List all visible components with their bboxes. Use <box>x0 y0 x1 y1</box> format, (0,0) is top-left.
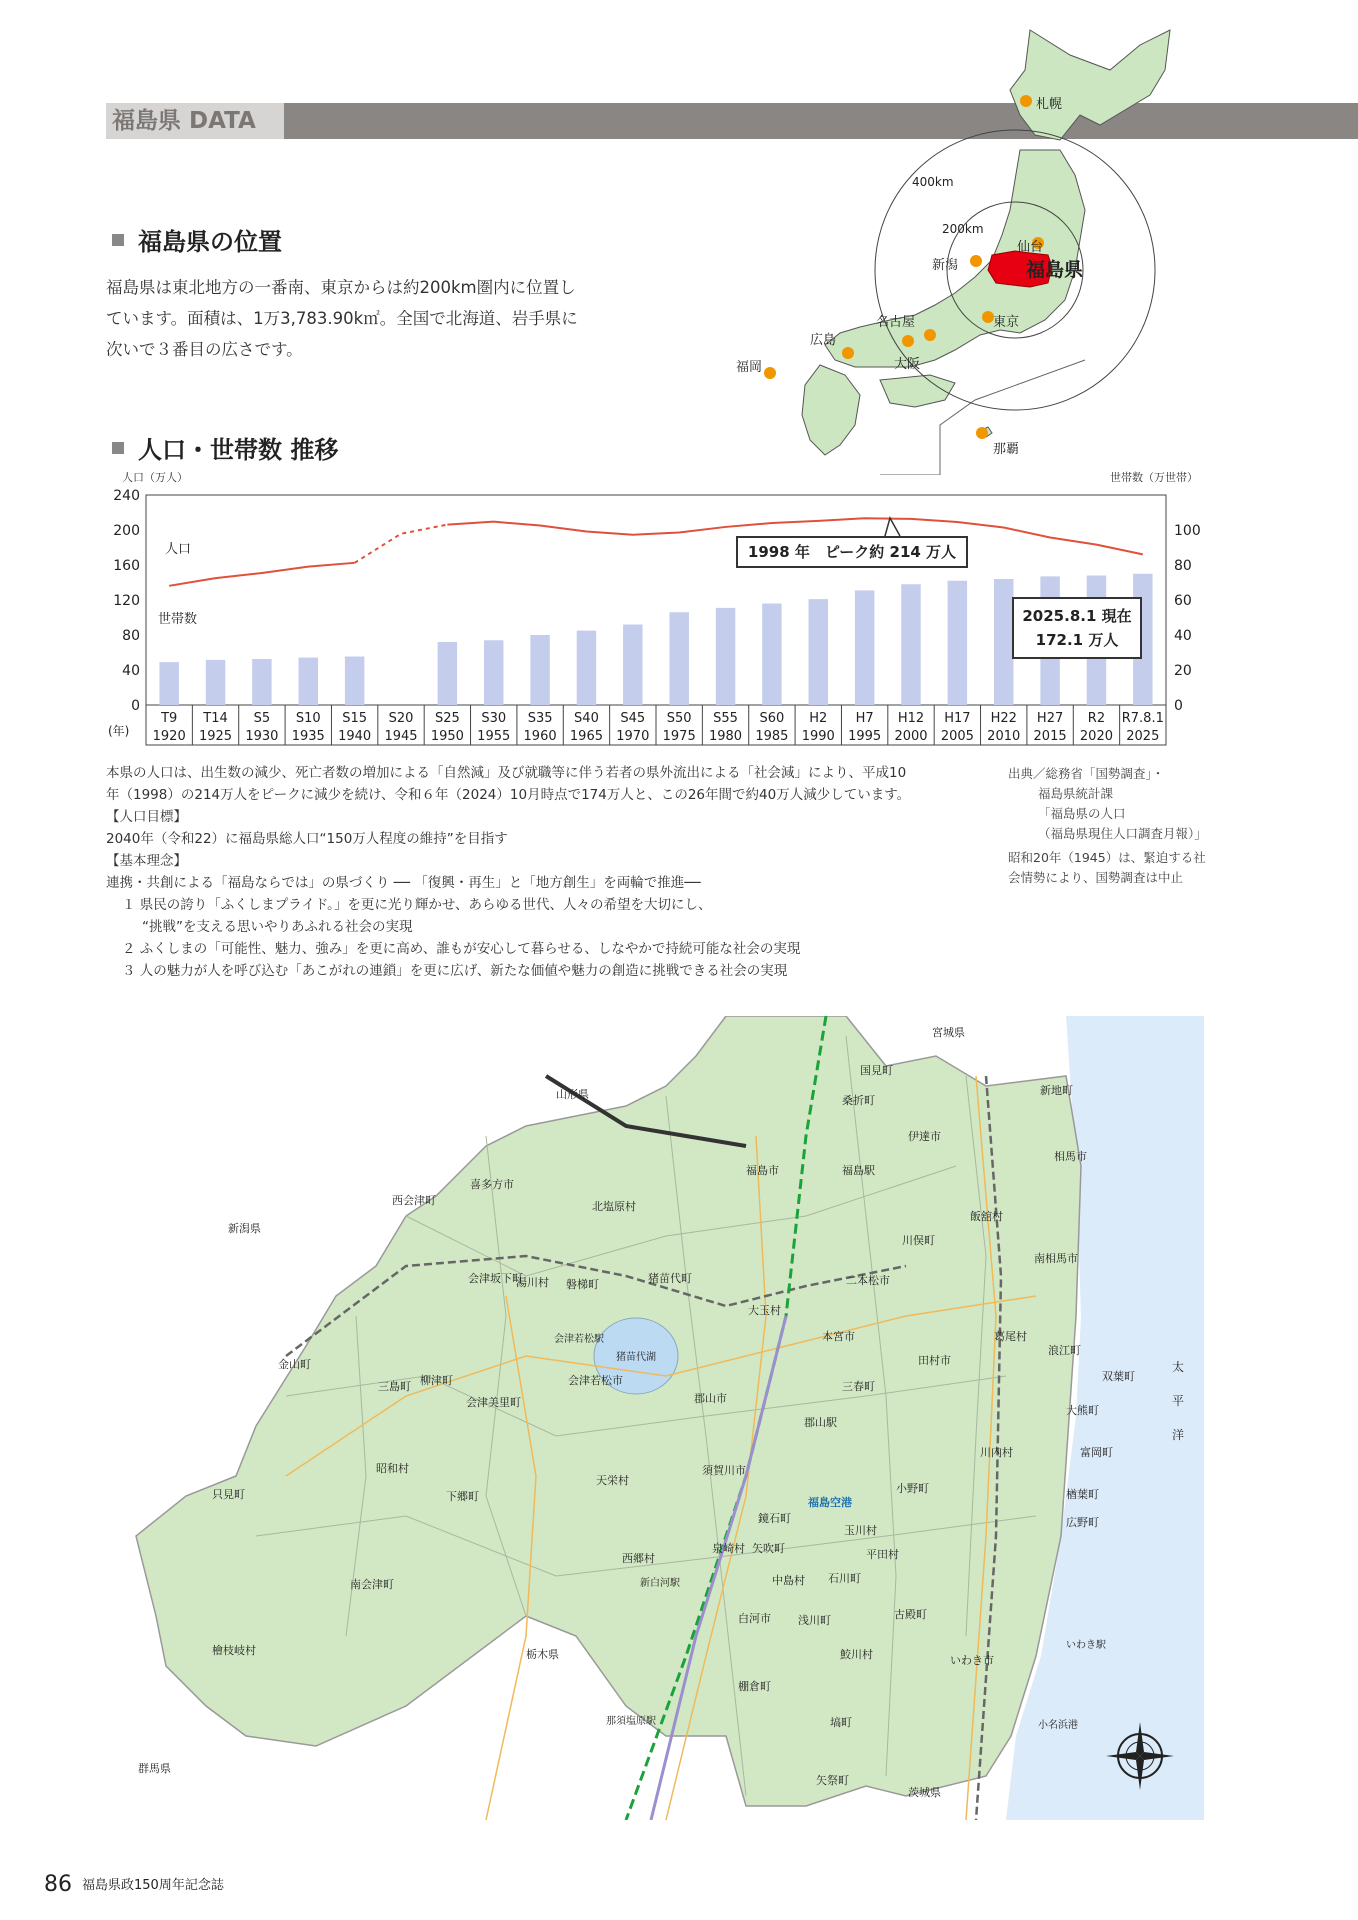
year-label: 1930 <box>245 729 279 744</box>
household-bar <box>577 631 596 705</box>
muni-nishiaizu: 西会津町 <box>392 1194 436 1207</box>
muni-samegawa: 鮫川村 <box>840 1648 873 1661</box>
japan-location-map <box>730 15 1358 475</box>
household-bar <box>530 635 549 705</box>
city-osaka: 大阪 <box>894 357 921 372</box>
category-label: S20 <box>388 711 414 726</box>
city-fukuoka: 福岡 <box>736 360 763 375</box>
category-label: H22 <box>990 711 1017 726</box>
muni-minamisoma: 南相馬市 <box>1034 1252 1078 1265</box>
year-label: 1950 <box>430 729 464 744</box>
category-label: H2 <box>809 711 828 726</box>
right-tick-label: 60 <box>1174 593 1192 609</box>
current-callout: 2025.8.1 現在 172.1 万人 <box>1012 597 1142 659</box>
year-label: 2020 <box>1079 729 1114 744</box>
muni-nihonmatsu: 二本松市 <box>846 1274 890 1287</box>
muni-futaba: 双葉町 <box>1102 1370 1135 1383</box>
muni-iwaki: いわき市 <box>950 1654 994 1667</box>
household-bar <box>901 584 920 705</box>
muni-katsurao: 葛尾村 <box>994 1330 1027 1343</box>
muni-shirakawa: 白河市 <box>738 1612 771 1625</box>
category-label: T9 <box>161 711 178 726</box>
city-tokyo: 東京 <box>993 315 1020 330</box>
label-tochigi: 栃木県 <box>526 1648 559 1661</box>
left-tick-label: 160 <box>113 558 140 574</box>
category-label: S10 <box>295 711 321 726</box>
category-label: S30 <box>481 711 507 726</box>
left-axis-label: 人口（万人） <box>122 471 188 484</box>
muni-otama: 大玉村 <box>748 1304 781 1317</box>
muni-asakawa: 浅川町 <box>798 1614 831 1627</box>
muni-kitashiobara: 北塩原村 <box>592 1200 636 1213</box>
household-bar <box>206 660 225 705</box>
household-bar <box>994 579 1013 705</box>
year-label: 1985 <box>755 729 789 744</box>
muni-kunimi: 国見町 <box>860 1064 893 1077</box>
household-bar <box>669 612 688 705</box>
category-label: R2 <box>1087 711 1106 726</box>
muni-kaneyama: 金山町 <box>278 1358 311 1371</box>
muni-soma: 相馬市 <box>1054 1150 1087 1163</box>
muni-okuma: 大熊町 <box>1066 1404 1099 1417</box>
muni-nakajima: 中島村 <box>772 1574 805 1587</box>
year-label: 1965 <box>569 729 604 744</box>
muni-yabuki: 矢吹町 <box>752 1542 785 1555</box>
muni-koriyama: 郡山市 <box>694 1392 727 1405</box>
muni-shinchi: 新地町 <box>1040 1084 1073 1097</box>
right-tick-label: 40 <box>1174 628 1192 644</box>
right-tick-label: 0 <box>1174 698 1183 714</box>
peak-callout: 1998 年 ピーク約 214 万人 <box>736 536 968 568</box>
category-label: T14 <box>203 711 228 726</box>
right-tick-label: 100 <box>1174 523 1201 539</box>
muni-bandai: 磐梯町 <box>566 1278 599 1291</box>
household-bar <box>948 581 967 705</box>
fukushima-map-label: 福島県 <box>1026 259 1084 281</box>
label-ibaraki: 茨城県 <box>908 1786 941 1799</box>
muni-ishikawa: 石川町 <box>828 1572 861 1585</box>
muni-motomiya: 本宮市 <box>822 1330 855 1343</box>
year-label: 1995 <box>848 729 882 744</box>
muni-yanaizu: 柳津町 <box>420 1374 453 1387</box>
year-label: 2025 <box>1126 729 1160 744</box>
label-miyagi: 宮城県 <box>932 1026 965 1039</box>
population-description: 本県の人口は、出生数の減少、死亡者数の増加による「自然減」及び就職等に伴う若者の県外流出による「社会減」により、平成10 年（1998）の214万人をピークに減少を続け、令和６年（2024）10月時点で174万人と、この26年間で約40万人減少しています。 【人口目標】 2040年（令和22）に福島県総人口“150万人程度の維持”を目指す 【基本理念】 連携・共創による「福島ならでは」の県づくり ── 「復興・再生」と「地方創生」を両輪で推進── １ 県民の誇り「ふくしまプライド。」を更に光り輝かせ、あらゆる世代、人々の希望を大切にし、 “挑戦”を支える思いやりあふれる社会の実現 ２ ふくしまの「可能性、魅力、強み」を更に高め、誰もが安心して暮らせる、しなやかで持続可能な社会の実現 ３ 人の魅力が人を呼び込む「あこがれの連鎖」を更に広げ、新たな価値や魅力の創造に挑戦できる社会の実現 <box>106 765 911 979</box>
city-nagoya: 名古屋 <box>876 315 916 330</box>
place-fukushima-airport: 福島空港 <box>808 1496 852 1509</box>
household-bar <box>762 604 781 706</box>
household-bar <box>623 625 642 706</box>
position-description: 福島県は東北地方の一番南、東京からは約200km圏内に位置し ています。面積は、1万3,783.90k㎡。全国で北海道、岩手県に 次いで３番目の広さです。 <box>106 278 578 359</box>
bullet-square-icon <box>112 234 124 246</box>
category-label: S55 <box>713 711 738 726</box>
page-number: 86 <box>44 1872 72 1897</box>
muni-ono: 小野町 <box>896 1482 929 1495</box>
category-label: H12 <box>897 711 925 726</box>
muni-mishima: 三島町 <box>378 1380 411 1393</box>
left-tick-label: 200 <box>113 523 140 539</box>
place-nasushiobara-station: 那須塩原駅 <box>606 1716 656 1727</box>
muni-kagamiishi: 鏡石町 <box>758 1512 791 1525</box>
muni-aizumisato: 会津美里町 <box>466 1396 521 1409</box>
category-label: S45 <box>620 711 646 726</box>
muni-namie: 浪江町 <box>1048 1344 1081 1357</box>
category-label: S50 <box>666 711 692 726</box>
category-label: H17 <box>944 711 971 726</box>
left-tick-label: 120 <box>113 593 140 609</box>
category-label: S35 <box>527 711 553 726</box>
category-label: S25 <box>434 711 460 726</box>
left-tick-label: 240 <box>113 488 140 504</box>
city-sendai: 仙台 <box>1017 240 1044 255</box>
year-label: 1990 <box>801 729 835 744</box>
label-sea-2: 平 <box>1172 1394 1185 1408</box>
left-tick-label: 40 <box>122 663 140 679</box>
muni-furudono: 古殿町 <box>894 1608 927 1621</box>
line-series-label: 人口 <box>165 542 192 557</box>
category-label: H27 <box>1036 711 1064 726</box>
place-iwaki-station: いわき駅 <box>1066 1640 1106 1651</box>
household-bar <box>252 659 271 705</box>
muni-tamura: 田村市 <box>918 1354 951 1367</box>
muni-aizuwakamatsu: 会津若松市 <box>568 1374 623 1387</box>
population-line <box>169 563 354 586</box>
bar-series-label: 世帯数 <box>158 612 198 627</box>
left-tick-label: 0 <box>131 698 140 714</box>
muni-fukushima: 福島市 <box>746 1164 779 1177</box>
category-label: S60 <box>759 711 785 726</box>
place-koriyama-station: 郡山駅 <box>804 1416 837 1429</box>
year-axis-label: (年) <box>108 724 130 738</box>
household-bar <box>438 642 457 705</box>
muni-tamakawa: 玉川村 <box>844 1524 877 1537</box>
year-label: 1960 <box>523 729 557 744</box>
household-bar <box>716 608 735 705</box>
bullet-square-icon <box>112 442 124 454</box>
city-niigata: 新潟 <box>932 258 959 273</box>
compass-icon <box>1104 1720 1176 1792</box>
muni-izumizaki: 泉崎村 <box>712 1542 745 1555</box>
category-label: S15 <box>342 711 368 726</box>
year-label: 1980 <box>708 729 743 744</box>
year-label: 1925 <box>198 729 233 744</box>
section-position-title: 福島県の位置 <box>112 222 282 257</box>
household-bar <box>855 590 874 705</box>
place-fukushima-station: 福島駅 <box>842 1164 875 1177</box>
muni-kitakata: 喜多方市 <box>470 1178 514 1191</box>
muni-date: 伊達市 <box>908 1130 941 1143</box>
household-bar <box>345 657 364 705</box>
muni-shimogo: 下郷町 <box>446 1490 479 1503</box>
year-label: 1935 <box>291 729 325 744</box>
muni-hanawa: 塙町 <box>830 1716 852 1729</box>
muni-inawashiro: 猪苗代町 <box>648 1272 692 1285</box>
left-tick-label: 80 <box>122 628 140 644</box>
year-label: 2000 <box>894 729 928 744</box>
muni-yamatsuri: 矢祭町 <box>816 1774 849 1787</box>
muni-tomioka: 富岡町 <box>1080 1446 1113 1459</box>
muni-iitate: 飯舘村 <box>970 1210 1003 1223</box>
city-hiroshima: 広島 <box>810 333 837 348</box>
label-sea-3: 洋 <box>1172 1428 1185 1442</box>
publication-title: 福島県政150周年記念誌 <box>82 1878 224 1893</box>
page-footer <box>44 1872 224 1897</box>
muni-tadami: 只見町 <box>212 1488 245 1501</box>
muni-hinoemata: 檜枝岐村 <box>212 1644 256 1657</box>
muni-miharu: 三春町 <box>842 1380 875 1393</box>
muni-nishigo: 西郷村 <box>622 1552 655 1565</box>
right-tick-label: 80 <box>1174 558 1192 574</box>
household-bar <box>484 640 503 705</box>
year-label: 2010 <box>987 729 1021 744</box>
place-aizuwakamatsu-station: 会津若松駅 <box>554 1334 604 1345</box>
muni-yugawa: 湯川村 <box>516 1276 549 1289</box>
muni-showa: 昭和村 <box>376 1462 409 1475</box>
label-niigata-pref: 新潟県 <box>228 1222 261 1235</box>
year-label: 1955 <box>477 729 511 744</box>
year-label: 1975 <box>662 729 696 744</box>
population-line-gap <box>355 525 448 563</box>
year-label: 2015 <box>1033 729 1067 744</box>
muni-tenei: 天栄村 <box>596 1474 629 1487</box>
muni-sukagawa: 須賀川市 <box>702 1464 746 1477</box>
category-label: R7.8.1 <box>1121 711 1164 726</box>
place-onahama-port: 小名浜港 <box>1038 1720 1078 1731</box>
muni-naraha: 楢葉町 <box>1066 1488 1099 1501</box>
muni-hirono: 広野町 <box>1066 1516 1099 1529</box>
household-bar <box>299 658 318 705</box>
year-label: 1970 <box>616 729 650 744</box>
city-sapporo: 札幌 <box>1036 97 1063 112</box>
place-shinshirakawa-station: 新白河駅 <box>640 1578 680 1589</box>
muni-kawamata: 川俣町 <box>902 1234 935 1247</box>
year-label: 2005 <box>940 729 974 744</box>
year-label: 1920 <box>152 729 186 744</box>
muni-kawauchi: 川内村 <box>980 1446 1013 1459</box>
household-bar <box>809 599 828 705</box>
category-label: S5 <box>253 711 271 726</box>
label-sea-1: 太 <box>1172 1360 1185 1374</box>
label-yamagata: 山形県 <box>556 1088 589 1101</box>
section-population-title: 人口・世帯数 推移 <box>112 430 338 465</box>
category-label: H7 <box>855 711 874 726</box>
right-tick-label: 20 <box>1174 663 1192 679</box>
muni-tanagura: 棚倉町 <box>738 1680 771 1693</box>
place-lake-inawashiro: 猪苗代湖 <box>616 1352 656 1363</box>
muni-koori: 桑折町 <box>842 1094 875 1107</box>
label-gunma: 群馬県 <box>138 1762 171 1775</box>
year-label: 1940 <box>338 729 372 744</box>
ring-label-200: 200km <box>942 222 984 236</box>
year-label: 1945 <box>384 729 418 744</box>
muni-aizubange: 会津坂下町 <box>468 1272 523 1285</box>
right-axis-label: 世帯数（万世帯） <box>1110 471 1198 484</box>
muni-hirata: 平田村 <box>866 1548 899 1561</box>
city-naha: 那覇 <box>993 442 1020 457</box>
muni-minamiaizu: 南会津町 <box>350 1578 394 1591</box>
header-label: 福島県 DATA <box>106 103 284 139</box>
household-bar <box>159 662 178 705</box>
fukushima-municipal-map <box>106 1016 1204 1820</box>
ring-label-400: 400km <box>912 175 954 189</box>
category-label: S40 <box>574 711 599 726</box>
source-note: 出典／総務省「国勢調査」・ 福島県統計課 「福島県の人口 （福島県現住人口調査月報）」 昭和20年（1945）は、緊迫する社 会情勢により、国勢調査は中止 <box>1008 766 1207 885</box>
